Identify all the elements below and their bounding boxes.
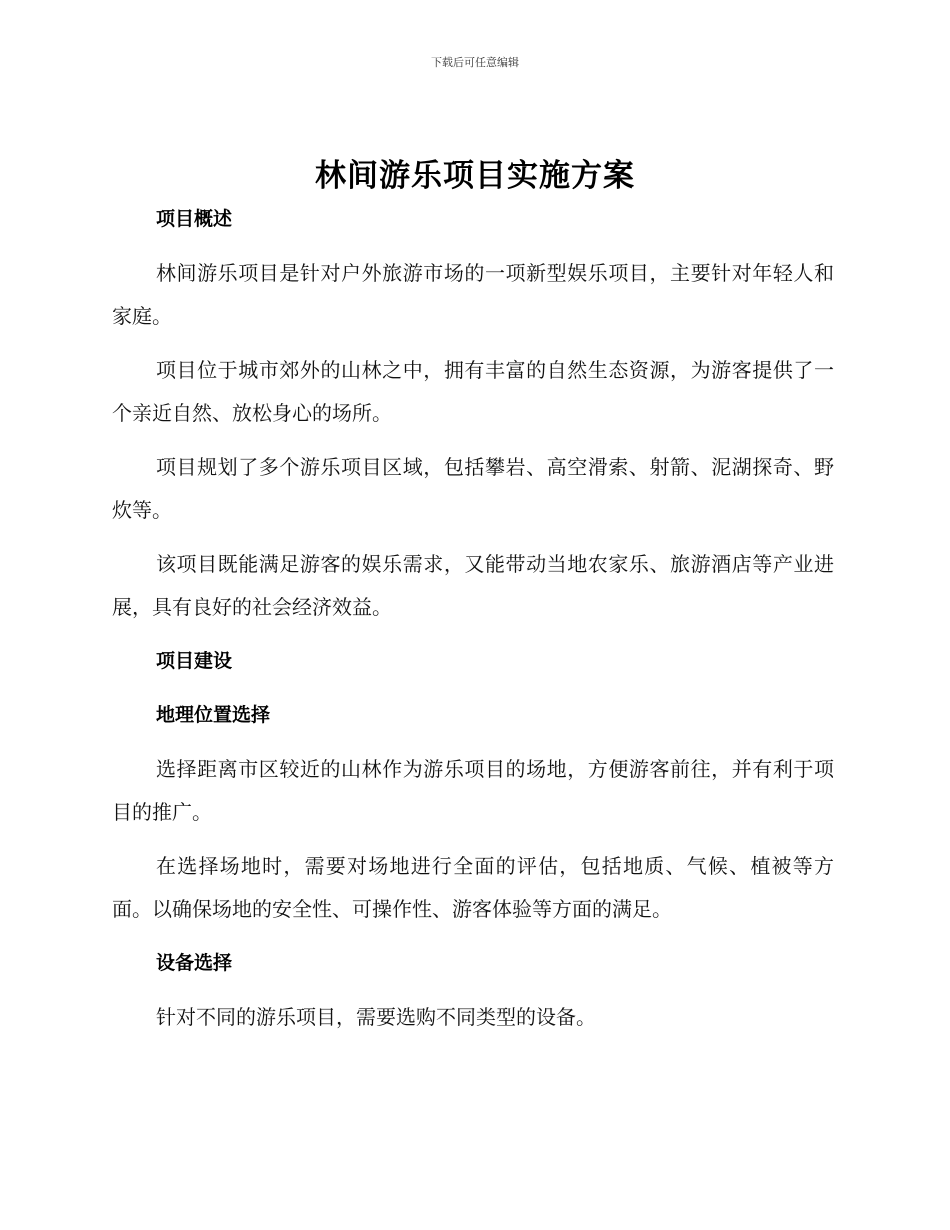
paragraph-overview-2: 项目位于城市郊外的山林之中，拥有丰富的自然生态资源，为游客提供了一个亲近自然、放松身心的场所。 xyxy=(112,358,834,425)
section-heading-overview: 项目概述 xyxy=(156,208,233,230)
header-note: 下载后可任意编辑 xyxy=(431,56,519,69)
section-heading-construction: 项目建设 xyxy=(156,650,233,672)
document-title: 林间游乐项目实施方案 xyxy=(315,158,635,194)
paragraph-location-2: 在选择场地时，需要对场地进行全面的评估，包括地质、气候、植被等方面。以确保场地的安全性、可操作性、游客体验等方面的满足。 xyxy=(112,854,834,921)
paragraph-overview-4: 该项目既能满足游客的娱乐需求，又能带动当地农家乐、旅游酒店等产业进展，具有良好的社会经济效益。 xyxy=(112,552,834,619)
paragraph-overview-3: 项目规划了多个游乐项目区域，包括攀岩、高空滑索、射箭、泥湖探奇、野炊等。 xyxy=(112,455,834,522)
paragraph-location-1: 选择距离市区较近的山林作为游乐项目的场地，方便游客前往，并有利于项目的推广。 xyxy=(112,757,834,824)
paragraph-overview-1: 林间游乐项目是针对户外旅游市场的一项新型娱乐项目，主要针对年轻人和家庭。 xyxy=(112,261,834,328)
paragraph-equipment-1: 针对不同的游乐项目，需要选购不同类型的设备。 xyxy=(156,1005,596,1029)
subsection-heading-location: 地理位置选择 xyxy=(156,704,271,726)
subsection-heading-equipment: 设备选择 xyxy=(156,952,233,974)
document-body xyxy=(112,198,834,1050)
